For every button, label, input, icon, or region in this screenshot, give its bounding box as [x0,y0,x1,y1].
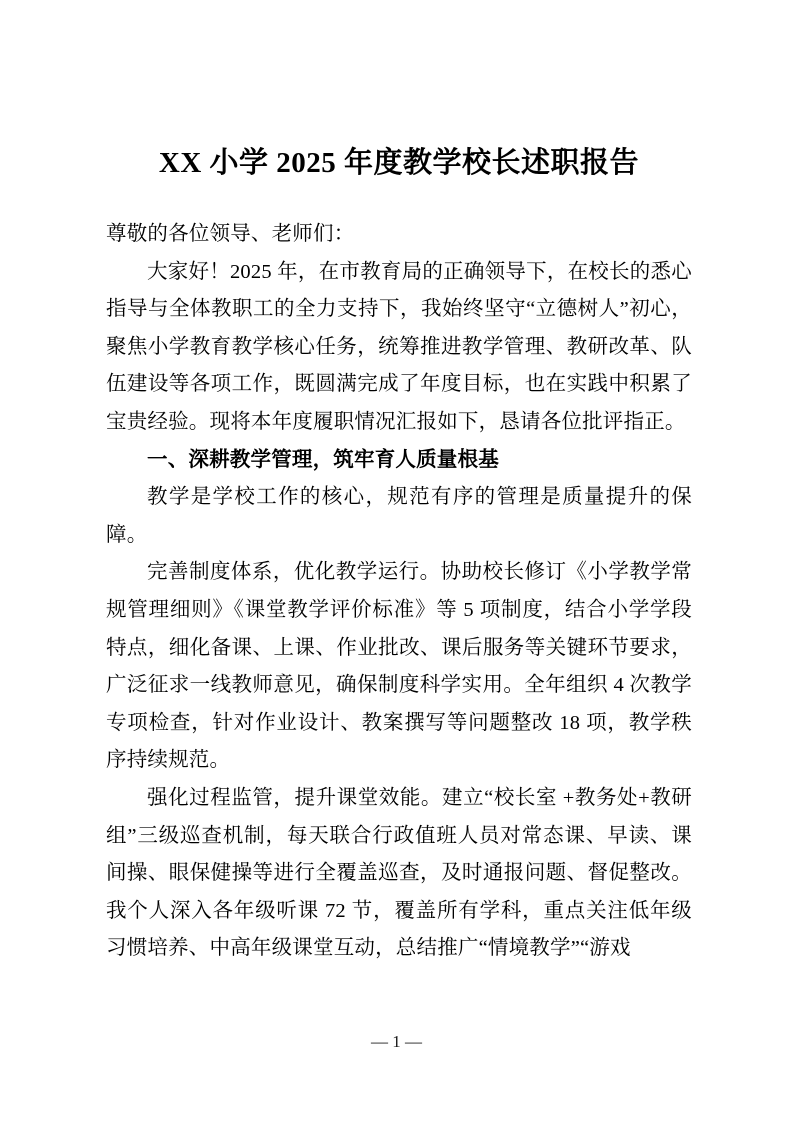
paragraph-section-one-intro: 教学是学校工作的核心，规范有序的管理是质量提升的保障。 [106,486,692,546]
page-footer [0,1032,793,1052]
page-title: XX 小学 2025 年度教学校长述职报告 [158,147,640,179]
salutation-line: 尊敬的各位领导、老师们： [106,223,355,245]
paragraph-system-improvement: 完善制度体系，优化教学运行。协助校长修订《小学教学常规管理细则》《课堂教学评价标准》等 5 项制度，结合小学学段特点，细化备课、上课、作业批改、课后服务等关键环节要求，广泛征求一线教师意见，确保制度科学实用。全年组织 4 次教学专项检查，针对作业设计、教案撰写等问题整改 18 项，教学秩序持续规范。 [106,561,692,772]
section-heading-one: 一、深耕教学管理，筑牢育人质量根基 [147,448,499,471]
paragraph-process-supervision: 强化过程监管，提升课堂效能。建立“校长室 +教务处+教研组”三级巡查机制，每天联合行政值班人员对常态课、早读、课间操、眼保健操等进行全覆盖巡查，及时通报问题、督促整改。我个人深入各年级听课 72 节，覆盖所有学科，重点关注低年级习惯培养、中高年级课堂互动，总结推广“情境教学”“游戏 [106,786,692,960]
document-body [106,140,692,968]
paragraph-opening: 大家好！2025 年，在市教育局的正确领导下，在校长的悉心指导与全体教职工的全力支持下，我始终坚守“立德树人”初心，聚焦小学教育教学核心任务，统筹推进教学管理、教研改革、队伍建设等各项工作，既圆满完成了年度目标，也在实践中积累了宝贵经验。现将本年度履职情况汇报如下，恳请各位批评指正。 [106,260,692,433]
page-number: — 1 — [371,1032,422,1051]
